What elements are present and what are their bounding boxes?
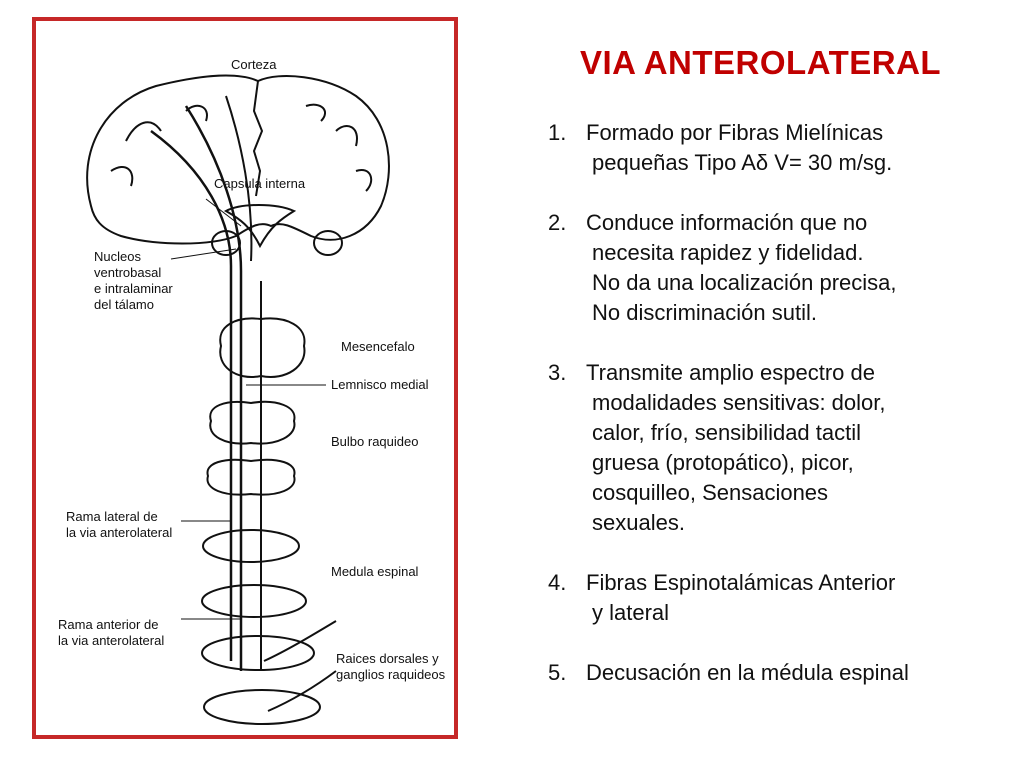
label-rama-lateral-1: Rama lateral de	[66, 509, 158, 524]
thalamus-right	[314, 231, 342, 255]
label-rama-anterior-2: la via anterolateral	[58, 633, 165, 648]
point-item	[548, 658, 1008, 688]
anterolateral-pathway-diagram	[36, 21, 454, 735]
label-rama-anterior-1: Rama anterior de	[58, 617, 159, 632]
point-line: Formado por Fibras Mielínicas	[586, 120, 884, 145]
label-corteza: Corteza	[231, 57, 277, 72]
mesencefalo-shape	[220, 318, 304, 376]
spinal-section-1	[203, 530, 299, 562]
label-mesencefalo: Mesencefalo	[341, 339, 415, 354]
point-line: Decusación en la médula espinal	[586, 660, 909, 685]
label-nucleos-4: del tálamo	[94, 297, 154, 312]
spinal-section-3	[202, 636, 314, 670]
point-item	[548, 568, 1008, 628]
gyri-right	[306, 105, 371, 191]
diagram-frame	[32, 17, 458, 739]
point-line: cosquilleo, Sensaciones	[592, 480, 829, 505]
point-line: gruesa (protopático), picor,	[592, 450, 854, 475]
point-line: Conduce información que no	[586, 210, 868, 235]
point-item	[548, 208, 1008, 328]
point-line: sexuales.	[592, 510, 685, 535]
point-number: 3.	[548, 360, 567, 385]
point-line: Fibras Espinotalámicas Anterior	[586, 570, 896, 595]
label-bulbo: Bulbo raquideo	[331, 434, 419, 449]
point-line: calor, frío, sensibilidad tactil	[592, 420, 862, 445]
point-item	[548, 358, 1008, 538]
label-medula: Medula espinal	[331, 564, 419, 579]
point-line: Transmite amplio espectro de	[586, 360, 875, 385]
label-capsula: Capsula interna	[214, 176, 306, 191]
point-number: 5.	[548, 660, 567, 685]
bulbo-shape	[210, 402, 294, 444]
label-nucleos-1: Nucleos	[94, 249, 141, 264]
tract-lateral	[151, 131, 231, 661]
label-nucleos-2: ventrobasal	[94, 265, 162, 280]
label-nucleos-3: e intralaminar	[94, 281, 173, 296]
point-number: 2.	[548, 210, 567, 235]
dorsal-root-1	[264, 621, 336, 661]
spinal-section-2	[202, 585, 306, 617]
point-line: y lateral	[592, 600, 670, 625]
points-list	[548, 118, 1008, 718]
point-item	[548, 118, 1008, 178]
label-raices-1: Raices dorsales y	[336, 651, 439, 666]
spinal-section-4	[204, 690, 320, 724]
point-number: 1.	[548, 120, 567, 145]
label-raices-2: ganglios raquideos	[336, 667, 446, 682]
point-line: No da una localización precisa,	[592, 270, 897, 295]
label-rama-lateral-2: la via anterolateral	[66, 525, 173, 540]
point-line: pequeñas Tipo Aδ V= 30 m/sg.	[592, 150, 893, 175]
pons-shape	[207, 460, 294, 495]
slide-title: VIA ANTEROLATERAL	[580, 44, 942, 81]
point-line: No discriminación sutil.	[592, 300, 817, 325]
point-number: 4.	[548, 570, 567, 595]
label-lemnisco: Lemnisco medial	[331, 377, 429, 392]
point-line: modalidades sensitivas: dolor,	[592, 390, 886, 415]
point-line: necesita rapidez y fidelidad.	[592, 240, 864, 265]
